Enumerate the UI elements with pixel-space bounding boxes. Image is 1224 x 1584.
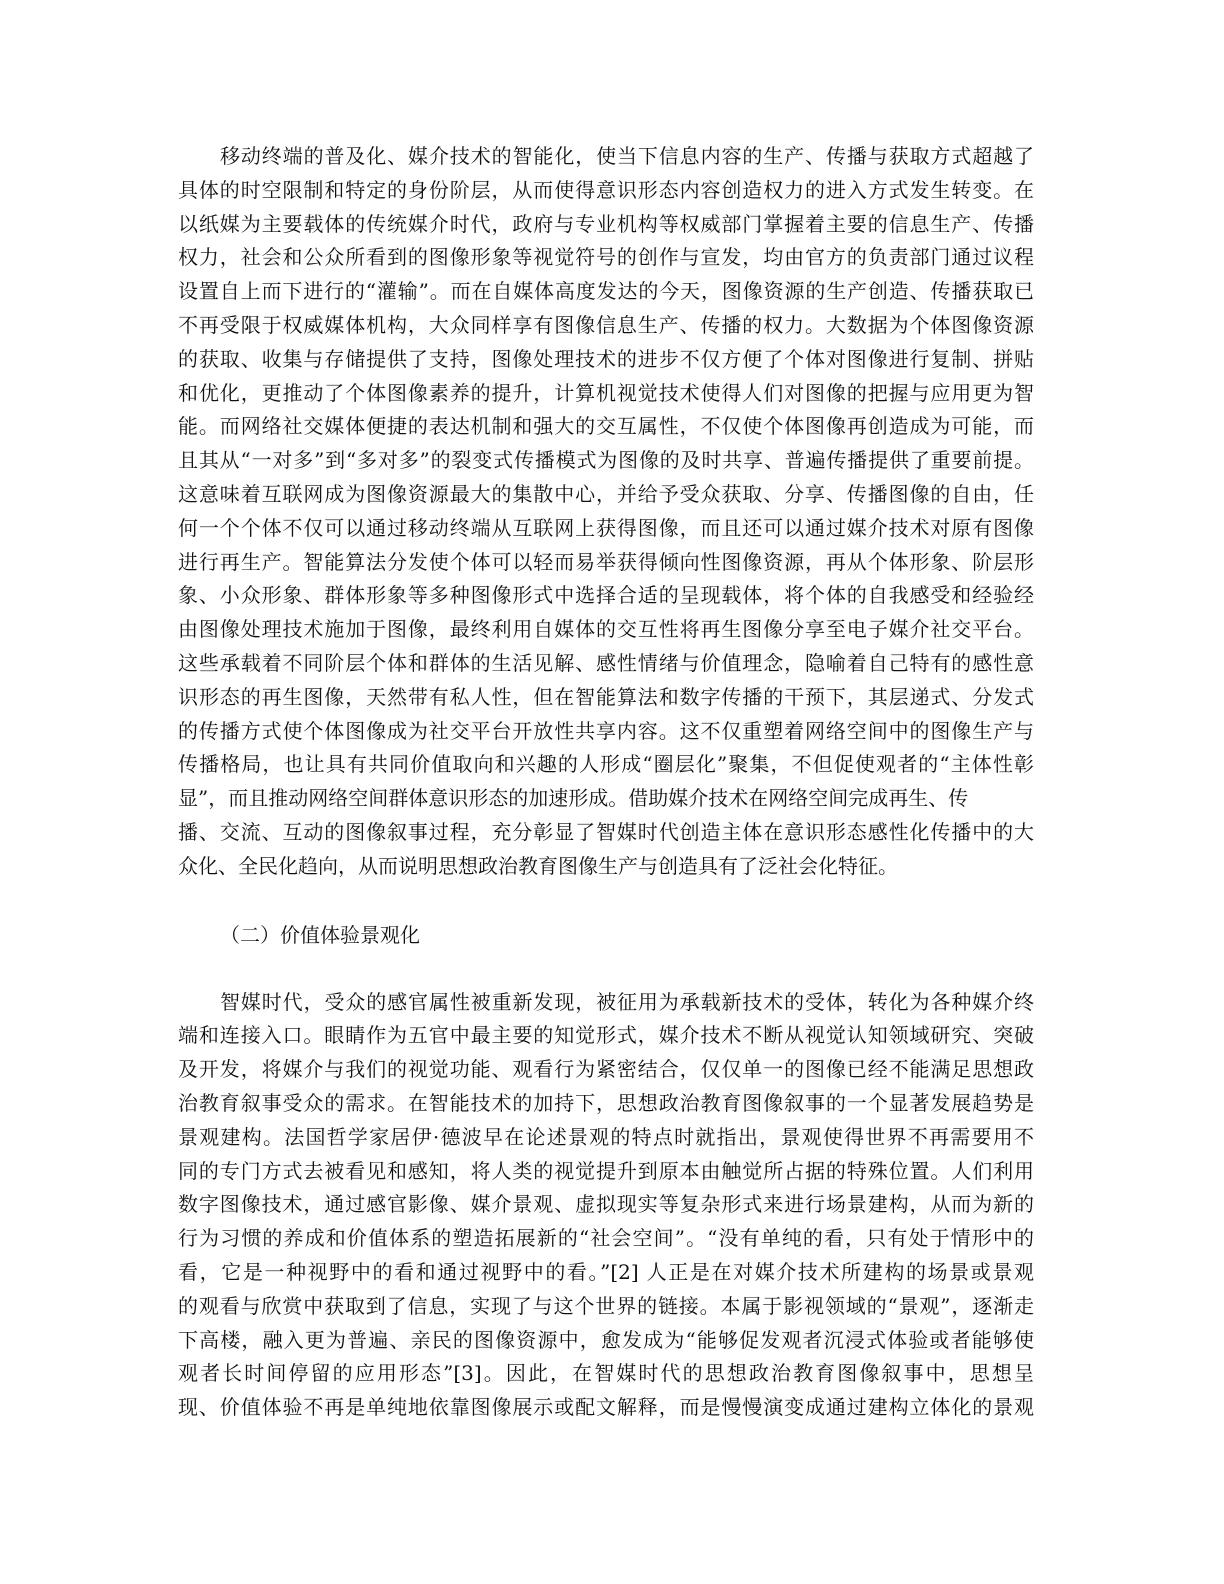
text-line: 显”，而且推动网络空间群体意识形态的加速形成。借助媒介技术在网络空间完成再生、传 <box>178 786 969 811</box>
text-line: 端和连接入口。眼睛作为五官中最主要的知觉形式，媒介技术不断从视觉认知领域研究、突破 <box>178 1023 1034 1048</box>
text-line: 设置自上而下进行的“灌输”。而在自媒体高度发达的今天，图像资源的生产创造、传播获取已 <box>178 279 1034 304</box>
text-line: 具体的时空限制和特定的身份阶层，从而使得意识形态内容创造权力的进入方式发生转变。在 <box>178 177 1034 202</box>
text-line: 景观建构。法国哲学家居伊·德波早在论述景观的特点时就指出，景观使得世界不再需要用不 <box>178 1124 1034 1149</box>
document-page <box>178 140 1034 1425</box>
text-line: 这意味着互联网成为图像资源最大的集散中心，并给予受众获取、分享、传播图像的自由，任 <box>178 481 1034 506</box>
text-line: 进行再生产。智能算法分发使个体可以轻而易举获得倾向性图像资源，再从个体形象、阶层形 <box>178 549 1034 574</box>
text-line: 看，它是一种视野中的看和通过视野中的看。”[2] 人正是在对媒介技术所建构的场景或景观 <box>178 1259 1034 1284</box>
section-heading: （二）价值体验景观化 <box>220 922 420 947</box>
text-line: 的获取、收集与存储提供了支持，图像处理技术的进步不仅方便了个体对图像进行复制、拼贴 <box>178 346 1034 371</box>
text-line: 智媒时代，受众的感官属性被重新发现，被征用为承载新技术的受体，转化为各种媒介终 <box>220 989 1034 1014</box>
text-line: 不再受限于权威媒体机构，大众同样享有图像信息生产、传播的权力。大数据为个体图像资源 <box>178 312 1034 337</box>
text-line: 现、价值体验不再是单纯地依靠图像展示或配文解释，而是慢慢演变成通过建构立体化的景观 <box>178 1395 1034 1420</box>
text-line: 下高楼，融入更为普遍、亲民的图像资源中，愈发成为“能够促发观者沉浸式体验或者能够使 <box>178 1327 1034 1352</box>
paragraph-1 <box>178 140 1034 884</box>
text-line: 权力，社会和公众所看到的图像形象等视觉符号的创作与宣发，均由官方的负责部门通过议程 <box>178 245 1034 270</box>
text-line: 且其从“一对多”到“多对多”的裂变式传播模式为图像的及时共享、普遍传播提供了重要前提。 <box>178 448 1034 473</box>
paragraph-2 <box>178 986 1034 1425</box>
text-line: 由图像处理技术施加于图像，最终利用自媒体的交互性将再生图像分享至电子媒介社交平台。 <box>178 617 1034 642</box>
text-line: 识形态的再生图像，天然带有私人性，但在智能算法和数字传播的干预下，其层递式、分发式 <box>178 684 1034 709</box>
text-line: 象、小众形象、群体形象等多种图像形式中选择合适的呈现载体，将个体的自我感受和经验经 <box>178 583 1034 608</box>
text-line: 观者长时间停留的应用形态”[3]。因此，在智媒时代的思想政治教育图像叙事中，思想呈 <box>178 1361 1034 1386</box>
text-line: 何一个个体不仅可以通过移动终端从互联网上获得图像，而且还可以通过媒介技术对原有图像 <box>178 515 1034 540</box>
text-line: 播、交流、互动的图像叙事过程，充分彰显了智媒时代创造主体在意识形态感性化传播中的大 <box>178 819 1034 844</box>
text-line: 这些承载着不同阶层个体和群体的生活见解、感性情绪与价值理念，隐喻着自己特有的感性意 <box>178 650 1034 675</box>
text-line: 及开发，将媒介与我们的视觉功能、观看行为紧密结合，仅仅单一的图像已经不能满足思想政 <box>178 1057 1034 1082</box>
text-line: 众化、全民化趋向，从而说明思想政治教育图像生产与创造具有了泛社会化特征。 <box>178 853 898 878</box>
text-line: 的观看与欣赏中获取到了信息，实现了与这个世界的链接。本属于影视领域的“景观”，逐渐走 <box>178 1293 1034 1318</box>
text-line: 以纸媒为主要载体的传统媒介时代，政府与专业机构等权威部门掌握着主要的信息生产、传播 <box>178 211 1034 236</box>
text-line: 移动终端的普及化、媒介技术的智能化，使当下信息内容的生产、传播与获取方式超越了 <box>220 144 1034 168</box>
text-line: 同的专门方式去被看见和感知，将人类的视觉提升到原本由触觉所占据的特殊位置。人们利用 <box>178 1158 1034 1183</box>
text-line: 能。而网络社交媒体便捷的表达机制和强大的交互属性，不仅使个体图像再创造成为可能，而 <box>178 414 1034 439</box>
spacer <box>178 952 1034 986</box>
text-line: 传播格局，也让具有共同价值取向和兴趣的人形成“圈层化”聚集，不但促使观者的“主体性彰 <box>178 752 1034 777</box>
spacer <box>178 884 1034 918</box>
text-line: 的传播方式使个体图像成为社交平台开放性共享内容。这不仅重塑着网络空间中的图像生产与 <box>178 718 1034 743</box>
text-line: 数字图像技术，通过感官影像、媒介景观、虚拟现实等复杂形式来进行场景建构，从而为新的 <box>178 1192 1034 1217</box>
text-line: 治教育叙事受众的需求。在智能技术的加持下，思想政治教育图像叙事的一个显著发展趋势是 <box>178 1090 1034 1115</box>
text-line: 和优化，更推动了个体图像素养的提升，计算机视觉技术使得人们对图像的把握与应用更为智 <box>178 380 1034 405</box>
text-line: 行为习惯的养成和价值体系的塑造拓展新的“社会空间”。“没有单纯的看，只有处于情形中的 <box>178 1226 1034 1251</box>
